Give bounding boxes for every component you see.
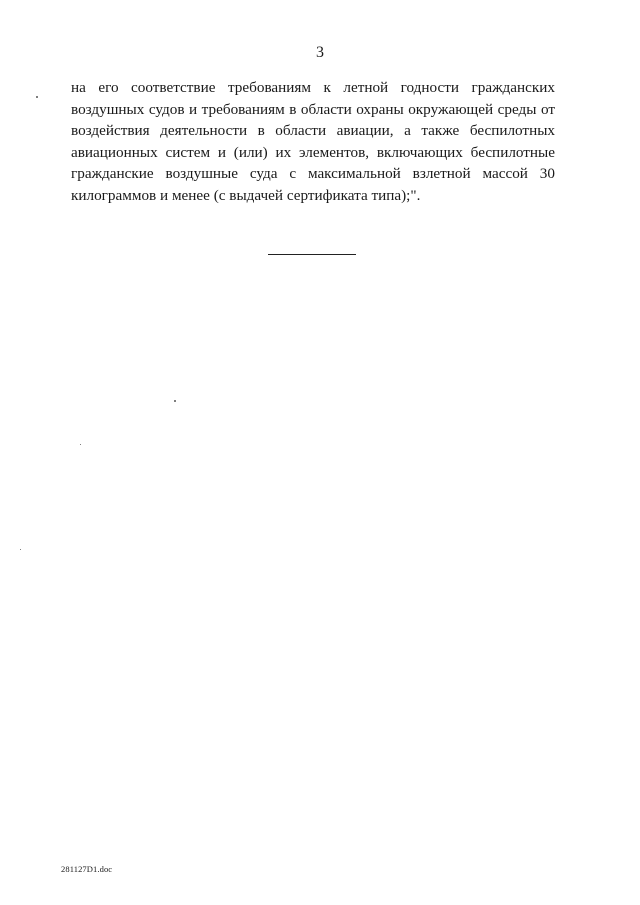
scan-speck <box>20 549 21 550</box>
footer-filename: 281127D1.doc <box>61 864 113 874</box>
separator-line <box>268 254 356 255</box>
scan-speck <box>80 444 81 445</box>
page-number: 3 <box>316 44 324 61</box>
body-paragraph: на его соответствие требованиям к летной годности гражданских воздушных судов и требованиям в области охраны окружающей среды от воздействия деятельности в области авиации, а также беспилотных авиационных систем и (или) их элементов, включающих беспилотные гражданские воздушные суда с максимальной взлетной массой 30 килограммов и менее (с выдачей сертификата типа);". <box>71 79 555 204</box>
scan-speck <box>36 96 38 98</box>
scan-speck <box>174 400 176 402</box>
